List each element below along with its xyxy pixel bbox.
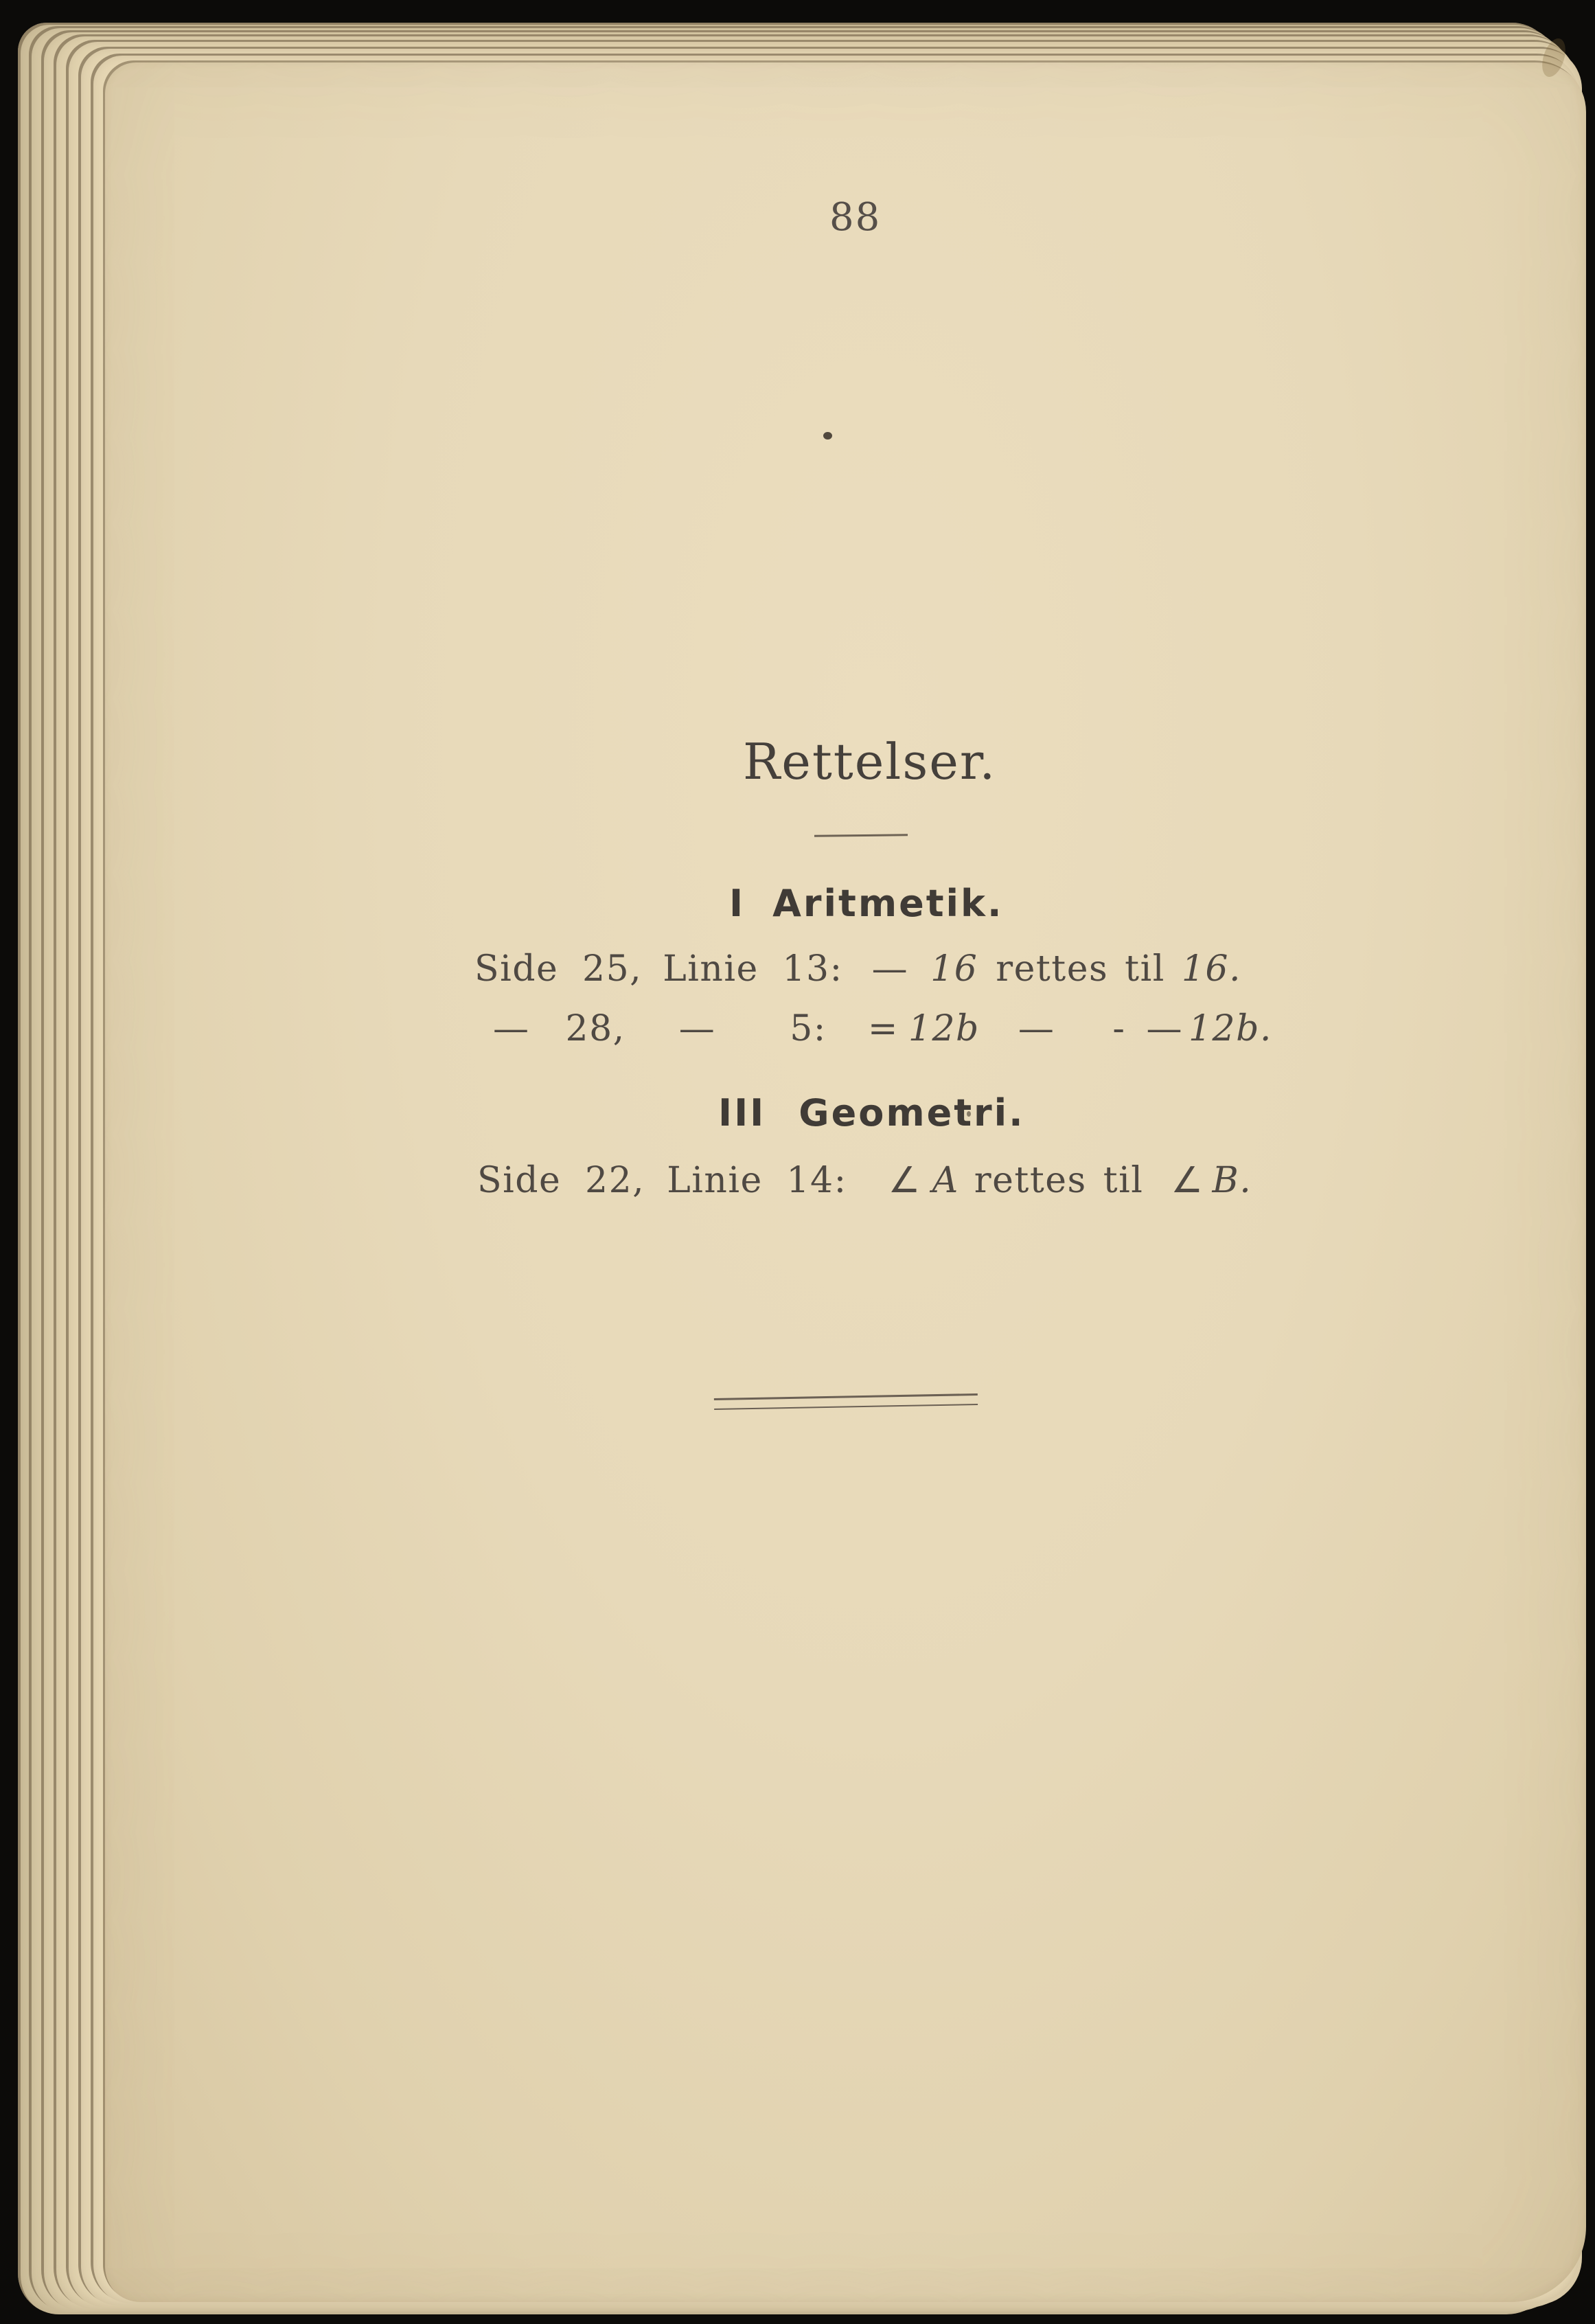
errata-token: A [932,1160,959,1201]
errata-token: Linie 13: [663,948,843,990]
errata-token: 12b. [1188,1008,1272,1049]
errata-token: 12b [908,1008,980,1049]
errata-token: 16 [930,948,978,990]
errata-token: Linie 14: [667,1160,847,1201]
section-heading-geometri [718,1091,1025,1135]
page-title: Rettelser. [743,733,997,790]
heading-name: Geometri. [799,1091,1025,1135]
heading-numeral: III [718,1091,766,1135]
section-heading-aritmetik [729,882,1004,925]
errata-line [477,1160,1252,1201]
errata-token: — [1018,1008,1055,1049]
errata-token: — [1146,1008,1183,1049]
heading-numeral: I [729,882,746,925]
errata-token: 5: [790,1008,827,1049]
ink-dot-speck [823,432,832,440]
errata-token: 16. [1181,948,1242,990]
errata-token: rettes [996,948,1109,990]
errata-line [493,1008,1272,1049]
errata-token: til [1103,1160,1144,1201]
errata-token: rettes [974,1160,1087,1201]
errata-token: til [1125,948,1165,990]
heading-name: Aritmetik. [772,882,1004,925]
errata-token: — [871,948,909,990]
errata-token: — [678,1008,716,1049]
angle-symbol: ∠ [888,1160,921,1201]
page-number: 88 [829,195,882,240]
errata-token: — [493,1008,530,1049]
errata-line [474,948,1242,990]
errata-token: = [867,1008,899,1049]
errata-token: Side 25, [474,948,643,990]
errata-token: B. [1212,1160,1252,1201]
errata-token: Side 22, [477,1160,645,1201]
errata-token: 28, [565,1008,626,1049]
angle-symbol: ∠ [1171,1160,1204,1201]
errata-token: - [1112,1008,1126,1049]
